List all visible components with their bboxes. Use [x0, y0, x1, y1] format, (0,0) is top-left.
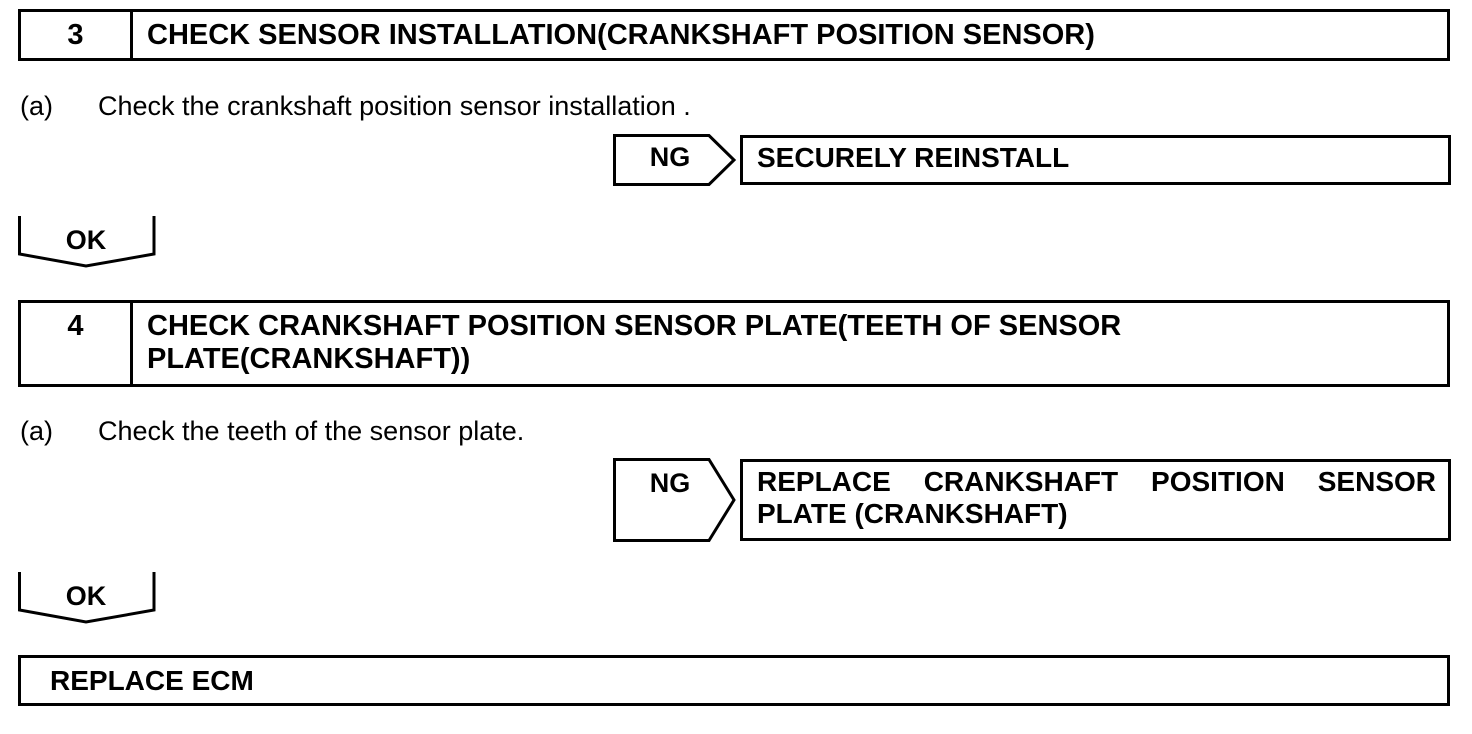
ng-result-line	[757, 466, 1436, 498]
final-action-text: REPLACE ECM	[50, 665, 254, 696]
substep-text: Check the crankshaft position sensor installation .	[98, 91, 691, 121]
ng-result-line: PLATE (CRANKSHAFT)	[757, 498, 1068, 529]
ng-result-word: SENSOR	[1317, 466, 1436, 497]
substep-letter: (a)	[20, 416, 53, 446]
substep-a	[20, 415, 524, 447]
substep-letter: (a)	[20, 91, 53, 121]
step-3-header	[18, 9, 1450, 61]
ng-result-word: REPLACE	[757, 466, 891, 497]
ok-label: OK	[65, 581, 107, 611]
substep-text: Check the teeth of the sensor plate.	[98, 416, 525, 446]
ng-result-word: CRANKSHAFT	[923, 466, 1119, 497]
ng-result-text: SECURELY REINSTALL	[757, 142, 1070, 173]
ng-result-box	[740, 135, 1451, 185]
substep-a	[20, 90, 691, 122]
ng-result-box	[740, 459, 1451, 541]
step-title: CHECK SENSOR INSTALLATION(CRANKSHAFT POSITION SENSOR)	[147, 19, 1095, 51]
step-number: 3	[21, 12, 133, 58]
step-title	[133, 303, 1447, 384]
ok-label: OK	[65, 225, 107, 255]
step-title-line: CHECK CRANKSHAFT POSITION SENSOR PLATE(TEETH OF SENSOR	[147, 310, 1122, 342]
ng-label: NG	[649, 142, 691, 172]
step-4-header	[18, 300, 1450, 387]
ng-label: NG	[649, 468, 691, 498]
step-number: 4	[21, 303, 133, 384]
ng-result-word: POSITION	[1151, 466, 1285, 497]
final-action-box	[18, 655, 1450, 706]
step-title-line: PLATE(CRANKSHAFT))	[147, 343, 471, 375]
